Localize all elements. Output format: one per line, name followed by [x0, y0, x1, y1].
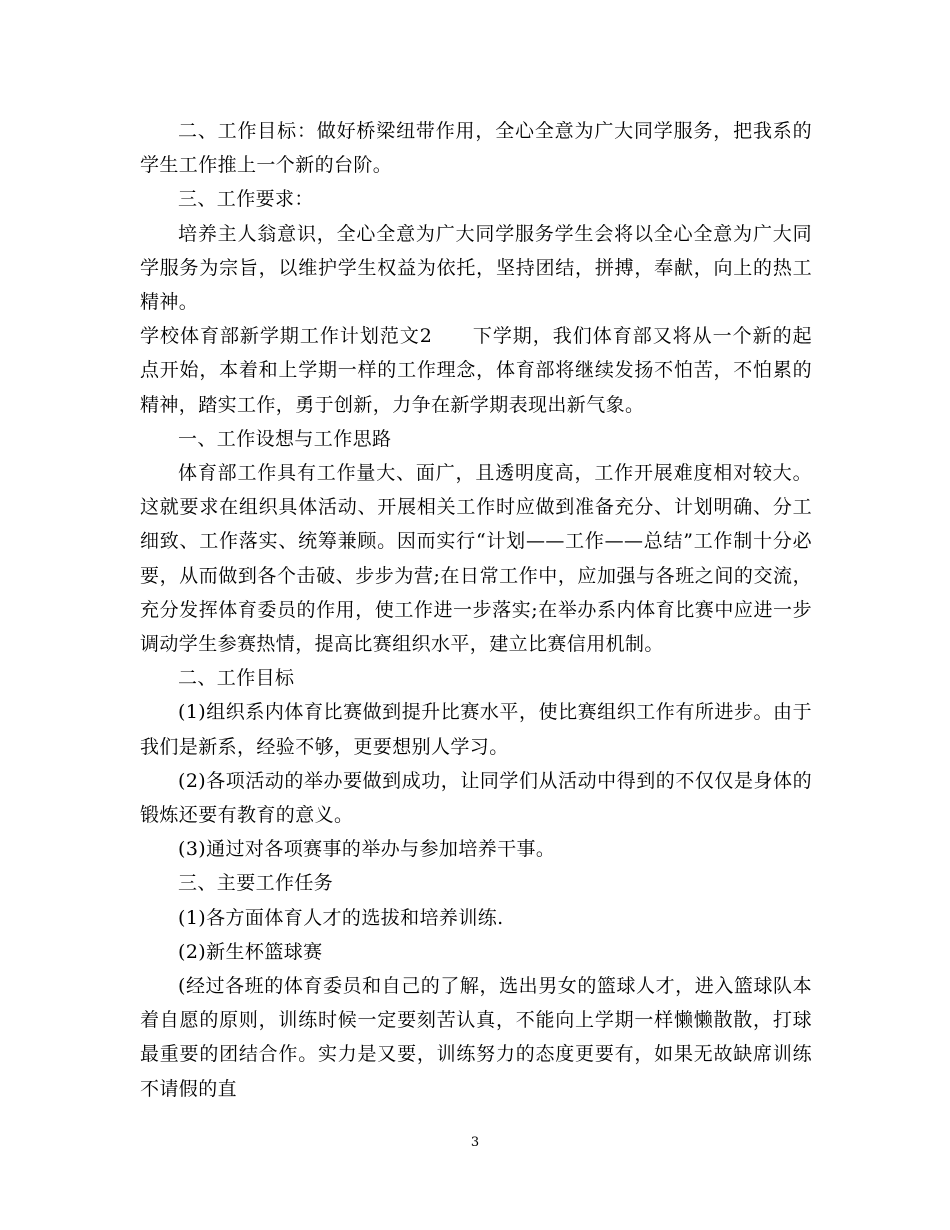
list-item: (1)各方面体育人才的选拔和培养训练. [178, 906, 504, 929]
section-heading: 三、主要工作任务 [178, 872, 334, 895]
page-number: 3 [470, 1135, 480, 1150]
list-item: (3)通过对各项赛事的举办与参加培养干事。 [178, 838, 556, 861]
paragraph: (经过各班的体育委员和自己的了解，选出男女的篮球人才，进入篮球队本着自愿的原则，训练时候一定要刻苦认真，不能向上学期一样懒懒散散，打球最重要的团结合作。实力是又要，训练努力的态度更要有，如果无故缺席训练不请假的直 [140, 975, 812, 1100]
paragraph: 三、工作要求： [178, 188, 314, 211]
paragraph: 学校体育部新学期工作计划范文2 下学期，我们体育部又将从一个新的起点开始，本着和上学期一样的工作理念，体育部将继续发扬不怕苦，不怕累的精神，踏实工作，勇于创新，力争在新学期表现出新气象。 [140, 325, 812, 416]
paragraph: 体育部工作具有工作量大、面广，且透明度高，工作开展难度相对较大。这就要求在组织具体活动、开展相关工作时应做到准备充分、计划明确、分工细致、工作落实、统筹兼顾。因而实行“计划——工作——总结”工作制十分必要，从而做到各个击破、步步为营;在日常工作中，应加强与各班之间的交流，充分发挥体育委员的作用，使工作进一步落实;在举办系内体育比赛中应进一步调动学生参赛热情，提高比赛组织水平，建立比赛信用机制。 [140, 462, 812, 656]
list-item: (1)组织系内体育比赛做到提升比赛水平，使比赛组织工作有所进步。由于我们是新系，经验不够，更要想别人学习。 [140, 701, 812, 758]
paragraph: 培养主人翁意识，全心全意为广大同学服务学生会将以全心全意为广大同学服务为宗旨，以维护学生权益为依托，坚持团结，拼搏，奉献，向上的热工精神。 [140, 222, 812, 314]
document-body [140, 114, 812, 1106]
list-item: (2)各项活动的举办要做到成功，让同学们从活动中得到的不仅仅是身体的锻炼还要有教育的意义。 [140, 769, 812, 827]
section-heading: 二、工作目标 [178, 667, 295, 690]
list-item: (2)新生杯篮球赛 [178, 940, 323, 963]
section-heading: 一、工作设想与工作思路 [178, 427, 392, 450]
paragraph: 二、工作目标：做好桥梁纽带作用，全心全意为广大同学服务，把我系的学生工作推上一个新的台阶。 [140, 120, 812, 177]
